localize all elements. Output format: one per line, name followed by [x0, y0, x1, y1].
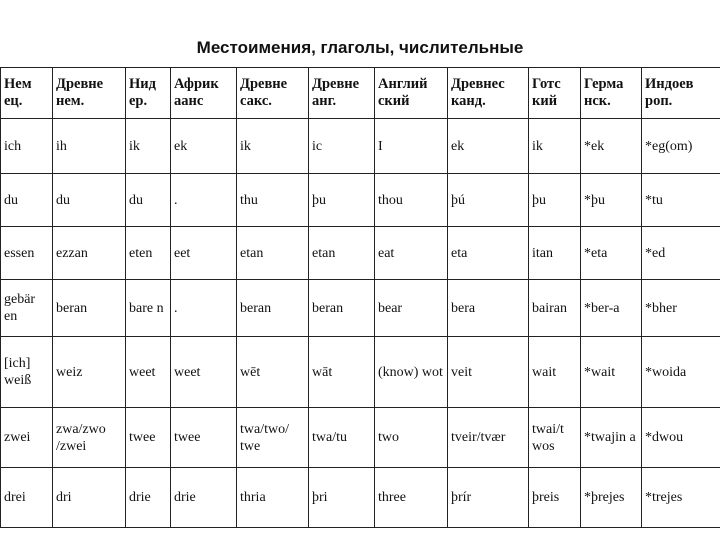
- table-cell: *tu: [642, 174, 720, 227]
- table-cell: *bher: [642, 280, 720, 337]
- table-cell: dri: [53, 468, 126, 528]
- table-cell: (know) wot: [375, 337, 448, 408]
- table-cell: ik: [126, 119, 171, 174]
- table-cell: þu: [529, 174, 581, 227]
- table-cell: þu: [309, 174, 375, 227]
- table-cell: *ek: [581, 119, 642, 174]
- table-cell: *trejes: [642, 468, 720, 528]
- table-cell: twee: [171, 408, 237, 468]
- table-cell: zwei: [1, 408, 53, 468]
- table-cell: zwa/zwo /zwei: [53, 408, 126, 468]
- header-cell: Готс кий: [529, 68, 581, 119]
- table-cell: bare n: [126, 280, 171, 337]
- header-cell: Индоев роп.: [642, 68, 720, 119]
- header-cell: Англий ский: [375, 68, 448, 119]
- table-cell: bairan: [529, 280, 581, 337]
- table-cell: etan: [309, 227, 375, 280]
- table-cell: ezzan: [53, 227, 126, 280]
- table-cell: þreis: [529, 468, 581, 528]
- table-cell: three: [375, 468, 448, 528]
- table-cell: ik: [529, 119, 581, 174]
- table-cell: veit: [448, 337, 529, 408]
- table-cell: du: [126, 174, 171, 227]
- table-cell: tveir/tvær: [448, 408, 529, 468]
- table-cell: I: [375, 119, 448, 174]
- table-cell: .: [171, 280, 237, 337]
- table-cell: thou: [375, 174, 448, 227]
- table-cell: ich: [1, 119, 53, 174]
- header-cell: Древне анг.: [309, 68, 375, 119]
- table-cell: eat: [375, 227, 448, 280]
- table-cell: bera: [448, 280, 529, 337]
- table-cell: twa/tu: [309, 408, 375, 468]
- table-cell: þú: [448, 174, 529, 227]
- table-cell: thria: [237, 468, 309, 528]
- table-cell: ik: [237, 119, 309, 174]
- header-cell: Герма нск.: [581, 68, 642, 119]
- table-cell: twee: [126, 408, 171, 468]
- table-row: [1, 408, 720, 468]
- table-cell: *eta: [581, 227, 642, 280]
- table-cell: ic: [309, 119, 375, 174]
- table-cell: weiz: [53, 337, 126, 408]
- table-cell: .: [171, 174, 237, 227]
- table-cell: drei: [1, 468, 53, 528]
- table-cell: weet: [171, 337, 237, 408]
- table-cell: ih: [53, 119, 126, 174]
- table-cell: *wait: [581, 337, 642, 408]
- table-cell: thu: [237, 174, 309, 227]
- table-cell: gebär en: [1, 280, 53, 337]
- comparison-table: [0, 67, 720, 528]
- table-cell: weet: [126, 337, 171, 408]
- table-cell: ek: [171, 119, 237, 174]
- table-cell: *þu: [581, 174, 642, 227]
- table-cell: wait: [529, 337, 581, 408]
- table-cell: two: [375, 408, 448, 468]
- header-row: [1, 68, 720, 119]
- table-cell: þrír: [448, 468, 529, 528]
- table-cell: [ich] weiß: [1, 337, 53, 408]
- table-cell: twai/t wos: [529, 408, 581, 468]
- table-row: [1, 119, 720, 174]
- table-cell: *eg(om): [642, 119, 720, 174]
- table-cell: eten: [126, 227, 171, 280]
- table-row: [1, 174, 720, 227]
- table-cell: bear: [375, 280, 448, 337]
- table-cell: *ber-a: [581, 280, 642, 337]
- table-cell: du: [1, 174, 53, 227]
- table-cell: beran: [53, 280, 126, 337]
- header-cell: Древне сакс.: [237, 68, 309, 119]
- table-cell: essen: [1, 227, 53, 280]
- table-cell: þri: [309, 468, 375, 528]
- table-cell: eta: [448, 227, 529, 280]
- header-cell: Нид ер.: [126, 68, 171, 119]
- table-row: [1, 337, 720, 408]
- header-cell: Древне нем.: [53, 68, 126, 119]
- table-cell: beran: [309, 280, 375, 337]
- table-cell: ek: [448, 119, 529, 174]
- table-cell: drie: [126, 468, 171, 528]
- header-cell: Древнес канд.: [448, 68, 529, 119]
- table-cell: *woida: [642, 337, 720, 408]
- table-row: [1, 280, 720, 337]
- table-row: [1, 468, 720, 528]
- table-row: [1, 227, 720, 280]
- table-cell: eet: [171, 227, 237, 280]
- table-cell: wāt: [309, 337, 375, 408]
- table-cell: twa/two/ twe: [237, 408, 309, 468]
- table-cell: *þrejes: [581, 468, 642, 528]
- table-cell: beran: [237, 280, 309, 337]
- page-title: Местоимения, глаголы, числительные: [196, 38, 524, 57]
- header-cell: Нем ец.: [1, 68, 53, 119]
- table-cell: *dwou: [642, 408, 720, 468]
- table-cell: du: [53, 174, 126, 227]
- table-cell: itan: [529, 227, 581, 280]
- table-cell: *ed: [642, 227, 720, 280]
- table-cell: *twajin a: [581, 408, 642, 468]
- header-cell: Африк аанс: [171, 68, 237, 119]
- table-cell: etan: [237, 227, 309, 280]
- table-cell: drie: [171, 468, 237, 528]
- table-cell: wēt: [237, 337, 309, 408]
